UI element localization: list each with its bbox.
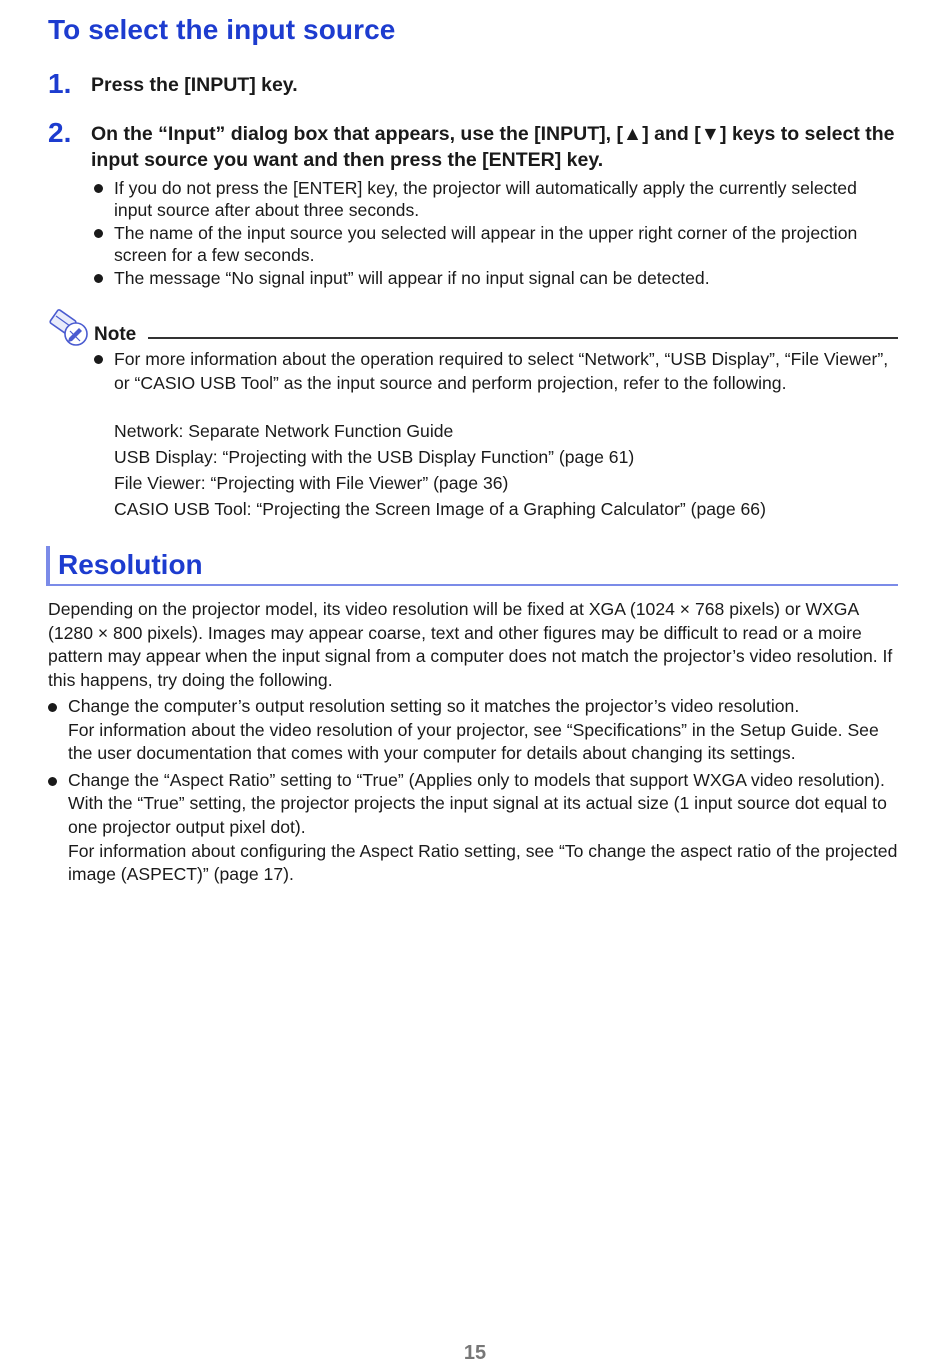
- heading-accent-bar: [46, 546, 50, 586]
- list-item: [94, 347, 894, 395]
- list-item-text: Change the computer’s output resolution setting so it matches the projector’s video resolution.: [68, 696, 800, 716]
- list-item: [48, 769, 898, 887]
- page-number: 15: [463, 1342, 487, 1364]
- reference-item: USB Display: “Projecting with the USB Display Function” (page 61): [114, 447, 635, 467]
- list-item: [48, 695, 898, 766]
- resolution-header: [46, 546, 898, 586]
- bullet-dot-icon: [94, 229, 103, 238]
- list-item: [94, 267, 894, 289]
- section-title-resolution: Resolution: [58, 549, 203, 580]
- list-item-text: For more information about the operation required to select “Network”, “USB Display”, “File Viewer”, or “CASIO USB Tool” as the input source and perform projection, refer to the following.: [114, 349, 889, 393]
- bullet-dot-icon: [94, 274, 103, 283]
- list-item: [94, 177, 894, 221]
- list-item-text: Change the “Aspect Ratio” setting to “True” (Applies only to models that support WXGA video resolution). With the “True” setting, the projector projects the input signal at its actual size (1 input source dot equal to one projector output pixel dot).: [68, 769, 887, 837]
- bullet-dot-icon: [48, 777, 57, 786]
- note-bullet-list: [94, 347, 894, 395]
- list-item-detail: For information about configuring the Aspect Ratio setting, see “To change the aspect ratio of the projected image (ASPECT)” (page 17).: [68, 840, 898, 885]
- step-number: 1.: [48, 68, 72, 99]
- bullet-dot-icon: [94, 355, 103, 364]
- step-text: Press the [INPUT] key.: [91, 74, 298, 96]
- section-title-select-input: To select the input source: [48, 14, 396, 45]
- step-number: 2.: [48, 117, 72, 148]
- note-header: [48, 306, 898, 350]
- step-2: [48, 119, 908, 175]
- reference-item: Network: Separate Network Function Guide: [114, 421, 454, 441]
- resolution-paragraph: Depending on the projector model, its video resolution will be fixed at XGA (1024 × 768 pixels) or WXGA (1280 × 800 pixels). Images may appear coarse, text and other figures may be difficult to read or a moire pattern may appear when the input signal from a computer does not match the projector’s video resolution. If this happens, try doing the following.: [48, 599, 893, 690]
- list-item-text: If you do not press the [ENTER] key, the projector will automatically apply the currently selected input source after about three seconds.: [114, 178, 857, 220]
- bullet-dot-icon: [48, 703, 57, 712]
- note-label: Note: [94, 324, 137, 345]
- reference-item: CASIO USB Tool: “Projecting the Screen Image of a Graphing Calculator” (page 66): [114, 499, 766, 519]
- reference-item: File Viewer: “Projecting with File Viewer” (page 36): [114, 473, 509, 493]
- note-divider: [148, 337, 898, 339]
- note-pen-icon: [48, 306, 94, 350]
- note-reference-list: [114, 418, 894, 522]
- list-item: [94, 222, 894, 266]
- step-1: [48, 70, 908, 100]
- step-text: On the “Input” dialog box that appears, use the [INPUT], [▲] and [▼] keys to select the input source you want and then press the [ENTER] key.: [91, 123, 895, 171]
- heading-underline: [46, 584, 898, 586]
- list-item-detail: For information about the video resolution of your projector, see “Specifications” in the Setup Guide. See the user documentation that comes with your computer for details about changing its settings.: [68, 719, 879, 764]
- list-item-text: The message “No signal input” will appear if no input signal can be detected.: [114, 268, 710, 288]
- bullet-dot-icon: [94, 184, 103, 193]
- step-2-bullet-list: [94, 177, 894, 290]
- list-item-text: The name of the input source you selected will appear in the upper right corner of the projection screen for a few seconds.: [114, 223, 858, 265]
- resolution-bullet-list: [48, 695, 898, 890]
